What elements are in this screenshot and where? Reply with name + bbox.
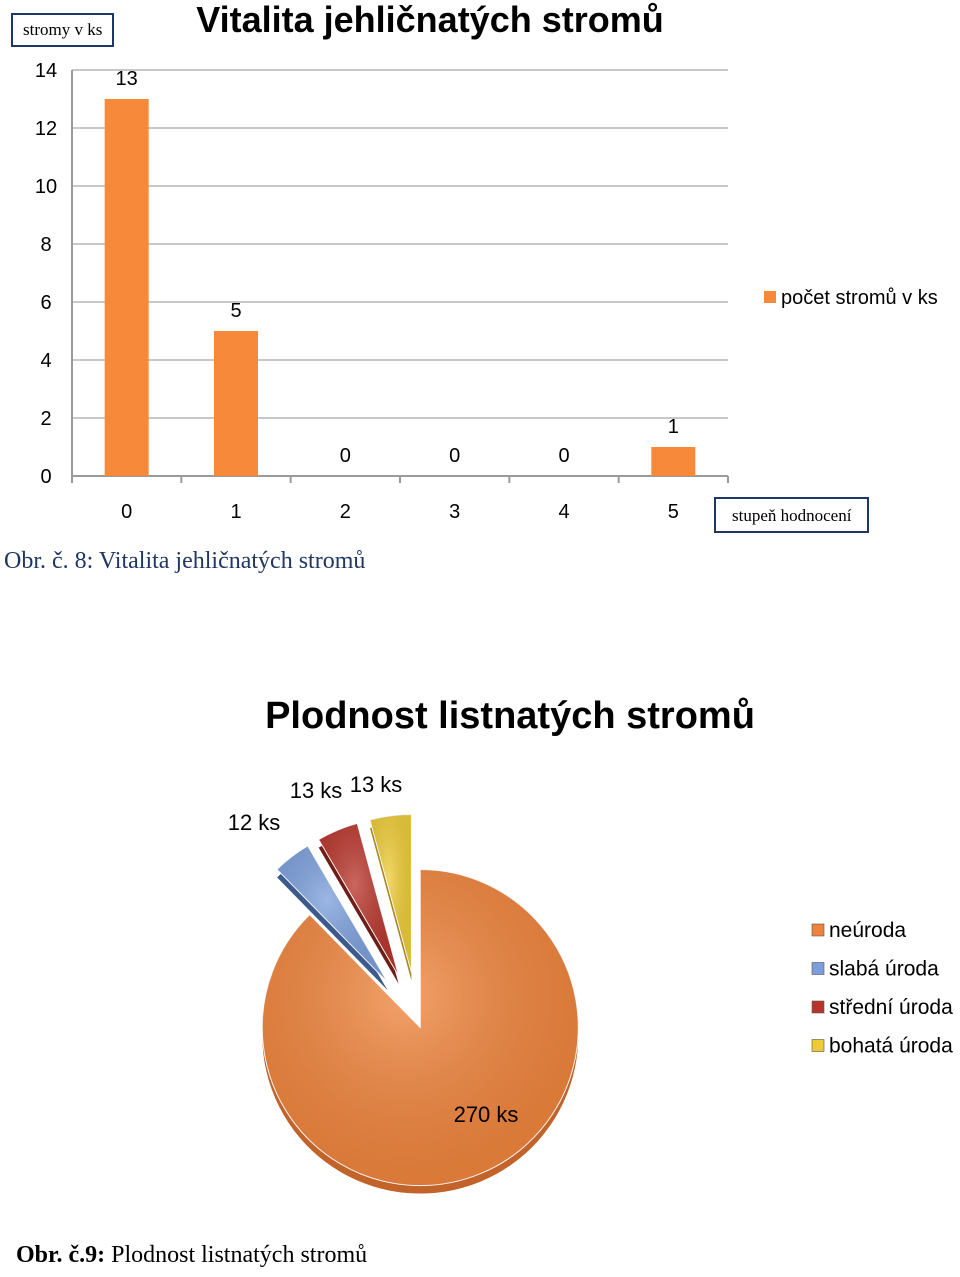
chart-title: Vitalita jehličnatých stromů bbox=[196, 0, 664, 40]
legend-label: počet stromů v ks bbox=[781, 287, 938, 309]
data-label: 13 bbox=[115, 68, 138, 90]
pie-data-label: 270 ks bbox=[453, 1102, 519, 1127]
y-tick-label: 6 bbox=[40, 292, 52, 314]
y-tick-label: 12 bbox=[34, 118, 58, 140]
x-tick-label: 3 bbox=[449, 501, 461, 523]
y-tick-label: 4 bbox=[40, 350, 52, 372]
pie-data-label: 12 ks bbox=[227, 810, 281, 835]
y-tick-label: 0 bbox=[40, 466, 52, 488]
y-tick-label: 10 bbox=[34, 176, 58, 198]
pie-title: Plodnost listnatých stromů bbox=[265, 695, 755, 737]
y-axis-title: stromy v ks bbox=[11, 13, 114, 47]
data-label: 1 bbox=[667, 416, 679, 438]
pie-data-label: 13 ks bbox=[349, 772, 403, 797]
figure-8-caption-text: Vitalita jehličnatých stromů bbox=[93, 548, 366, 574]
figure-8-caption-prefix: Obr. č. 8: bbox=[4, 548, 94, 574]
y-tick-label: 8 bbox=[40, 234, 52, 256]
legend-swatch bbox=[812, 1040, 824, 1052]
figure-9-caption bbox=[16, 1242, 367, 1269]
figure-9-caption-text: Plodnost listnatých stromů bbox=[105, 1242, 368, 1268]
figure-8-caption bbox=[4, 548, 365, 575]
x-tick-label: 1 bbox=[230, 501, 242, 523]
x-tick-label: 4 bbox=[558, 501, 570, 523]
bar bbox=[105, 99, 149, 476]
legend-swatch bbox=[812, 924, 824, 936]
data-label: 5 bbox=[230, 300, 242, 322]
data-label: 0 bbox=[339, 445, 351, 467]
legend-swatch bbox=[764, 291, 776, 303]
x-axis-title: stupeň hodnocení bbox=[714, 497, 869, 533]
pie-chart bbox=[0, 660, 960, 1220]
pie-data-label: 13 ks bbox=[289, 778, 343, 803]
bar bbox=[214, 331, 258, 476]
figure-9-caption-prefix: Obr. č.9: bbox=[16, 1242, 106, 1268]
legend-label: slabá úroda bbox=[829, 957, 939, 981]
bar-chart bbox=[0, 0, 960, 540]
legend-label: neúroda bbox=[829, 919, 907, 942]
legend-label: střední úroda bbox=[829, 996, 953, 1019]
legend-swatch bbox=[812, 963, 824, 975]
y-tick-label: 2 bbox=[40, 408, 52, 430]
data-label: 0 bbox=[449, 445, 461, 467]
x-tick-label: 5 bbox=[667, 501, 679, 523]
x-tick-label: 2 bbox=[339, 501, 351, 523]
data-label: 0 bbox=[558, 445, 570, 467]
bar bbox=[651, 447, 695, 476]
x-tick-label: 0 bbox=[121, 501, 133, 523]
legend-swatch bbox=[812, 1001, 824, 1013]
y-tick-label: 14 bbox=[34, 60, 58, 82]
legend-label: bohatá úroda bbox=[829, 1034, 953, 1058]
